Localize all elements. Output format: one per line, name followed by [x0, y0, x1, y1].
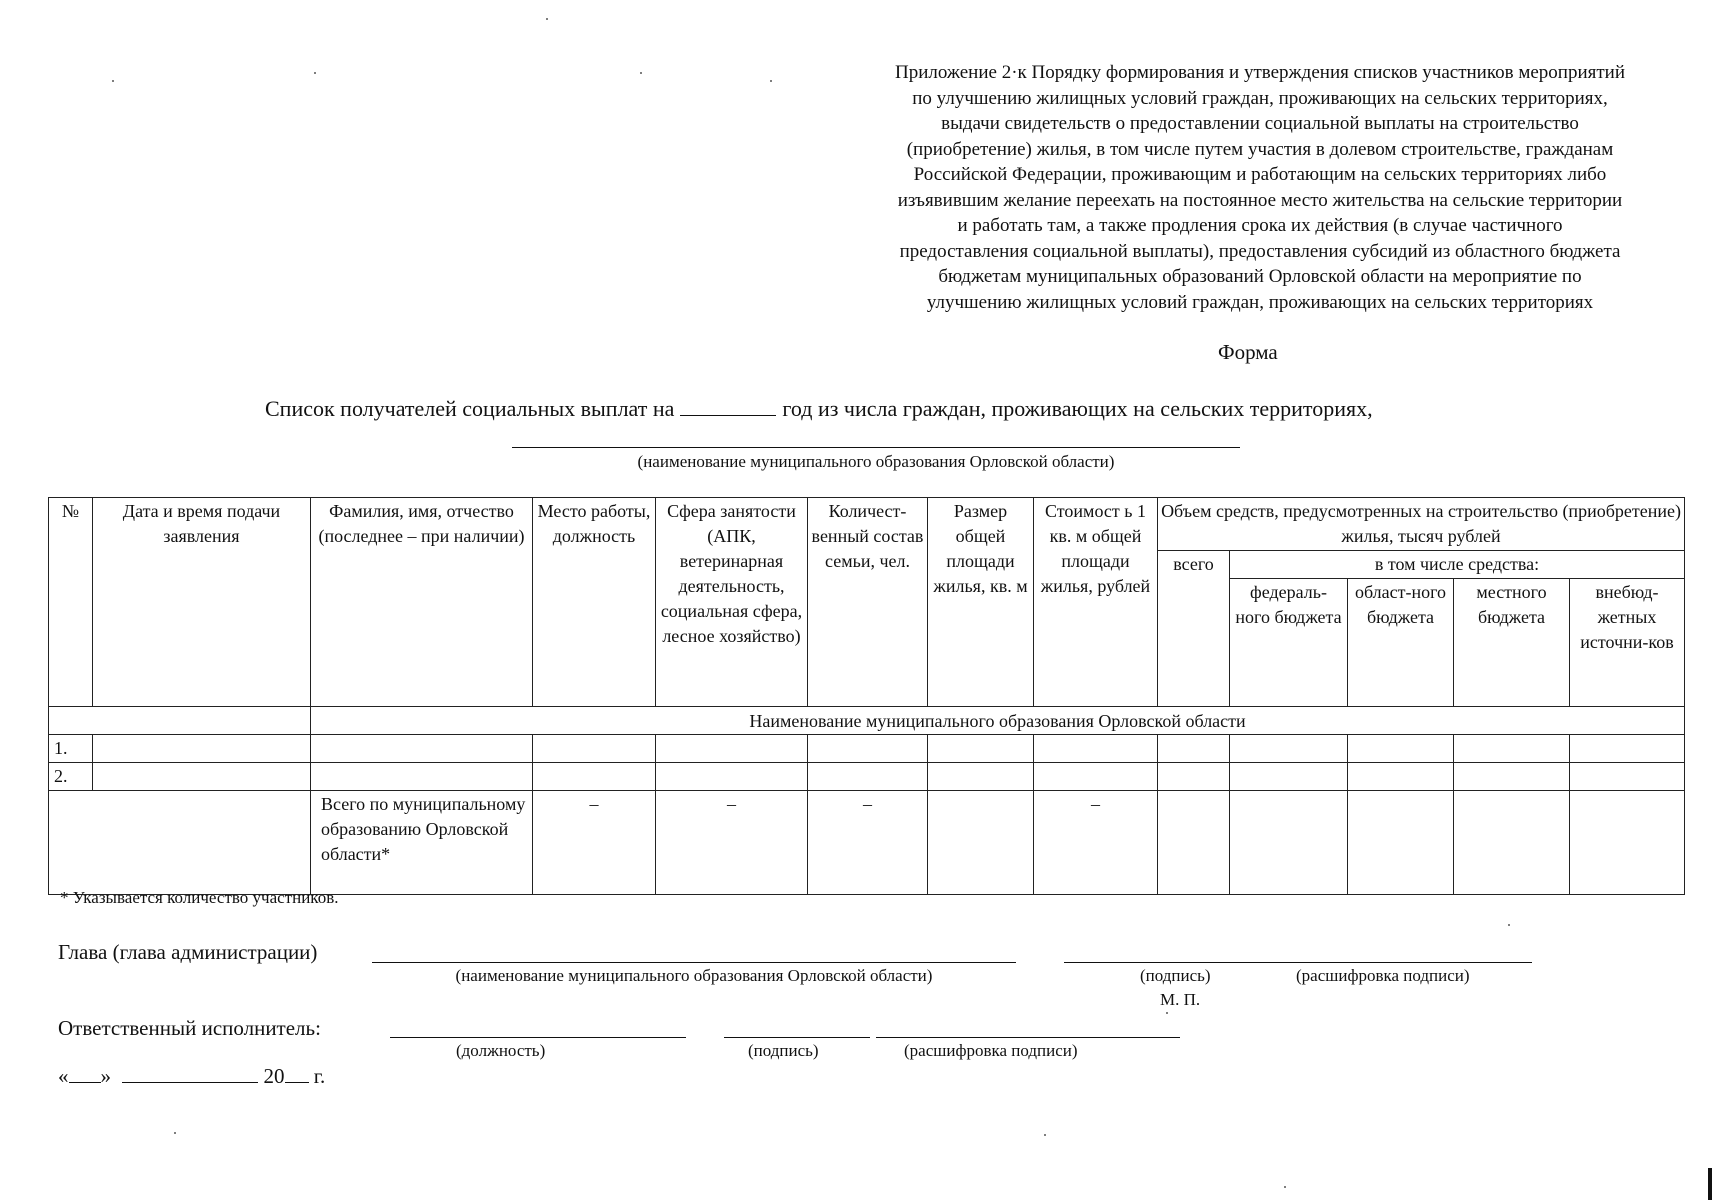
total-label: Всего по муниципальному образованию Орловской области*: [311, 791, 533, 895]
document-title: [265, 396, 1373, 422]
header-extra: внебюд-жетных источни-ков: [1570, 579, 1685, 707]
header-total: всего: [1158, 551, 1230, 707]
recipients-table: [48, 497, 1685, 895]
table-cell[interactable]: [1230, 763, 1348, 791]
total-regional-cell[interactable]: [1348, 791, 1454, 895]
section-title: Наименование муниципального образования Орловской области: [311, 707, 1685, 735]
table-cell[interactable]: [1570, 735, 1685, 763]
head-decoding-caption: (расшифровка подписи): [1296, 966, 1470, 985]
date-year-prefix: 20: [263, 1064, 285, 1088]
table-cell[interactable]: [1348, 763, 1454, 791]
total-empty-cell: [49, 791, 311, 895]
scan-speck: [1284, 1186, 1286, 1188]
table-row: [49, 763, 1685, 791]
appendix-line: предоставления социальной выплаты), предоставления субсидий из областного бюджета: [899, 240, 1621, 262]
executor-decoding-caption: (расшифровка подписи): [904, 1041, 1078, 1060]
head-signature-caption: (подпись): [1140, 966, 1211, 985]
appendix-line: по улучшению жилищных условий граждан, проживающих на сельских территориях,: [912, 87, 1608, 109]
appendix-line: (приобретение) жилья, в том числе путем участия в долевом строительстве, гражданам: [906, 138, 1614, 160]
table-cell[interactable]: [656, 735, 808, 763]
title-before: Список получателей социальных выплат на: [265, 396, 675, 421]
scan-speck: [640, 72, 642, 74]
header-including: в том числе средства:: [1230, 551, 1685, 579]
date-line: [58, 1064, 325, 1089]
table-cell[interactable]: [1034, 735, 1158, 763]
appendix-header: [820, 60, 1700, 315]
head-label: Глава (глава администрации): [58, 940, 318, 964]
appendix-line: Российской Федерации, проживающим и работающим на сельских территориях либо: [913, 164, 1607, 185]
header-area: Размер общей площади жилья, кв. м: [928, 498, 1034, 707]
scan-speck: [112, 80, 114, 82]
appendix-line: и работать там, а также продления срока их действия (в случае частичного: [957, 215, 1563, 236]
scan-speck: [546, 18, 548, 20]
section-row: [49, 707, 1685, 735]
header-federal: федераль-ного бюджета: [1230, 579, 1348, 707]
table-cell[interactable]: [1348, 735, 1454, 763]
year-blank[interactable]: [680, 397, 776, 416]
total-cost-dash: –: [1034, 791, 1158, 895]
header-date: Дата и время подачи заявления: [93, 498, 311, 707]
total-family-dash: –: [808, 791, 928, 895]
total-sphere-dash: –: [656, 791, 808, 895]
scan-speck: [314, 72, 316, 74]
section-empty-cell: [49, 707, 311, 735]
executor-signature-line[interactable]: [724, 1037, 870, 1038]
table-cell[interactable]: [656, 763, 808, 791]
total-extra-cell[interactable]: [1570, 791, 1685, 895]
table-cell[interactable]: [808, 763, 928, 791]
head-signature-line[interactable]: [1064, 962, 1264, 963]
header-funds: Объем средств, предусмотренных на строительство (приобретение) жилья, тысяч рублей: [1158, 498, 1685, 551]
header-local: местного бюджета: [1454, 579, 1570, 707]
total-work-dash: –: [533, 791, 656, 895]
title-after: год из числа граждан, проживающих на сельских территориях,: [782, 396, 1373, 421]
table-cell[interactable]: [533, 735, 656, 763]
scan-speck: [1508, 924, 1510, 926]
table-cell[interactable]: [928, 763, 1034, 791]
year-suffix-blank[interactable]: [285, 1064, 309, 1083]
table-cell[interactable]: [928, 735, 1034, 763]
table-cell[interactable]: [1454, 735, 1570, 763]
executor-decoding-line[interactable]: [876, 1037, 1180, 1038]
total-local-cell[interactable]: [1454, 791, 1570, 895]
table-cell[interactable]: [808, 735, 928, 763]
table-cell[interactable]: [1570, 763, 1685, 791]
total-federal-cell[interactable]: [1230, 791, 1348, 895]
header-cost: Стоимост ь 1 кв. м общей площади жилья, рублей: [1034, 498, 1158, 707]
table-cell[interactable]: [1158, 735, 1230, 763]
day-blank[interactable]: [69, 1064, 101, 1083]
row-number: 2.: [49, 763, 93, 791]
appendix-line: изъявившим желание переехать на постоянное место жительства на сельские территории: [897, 189, 1623, 211]
total-area-cell[interactable]: [928, 791, 1034, 895]
head-decoding-line[interactable]: [1264, 962, 1532, 963]
date-quote-close: »: [100, 1064, 111, 1088]
scan-speck: [1166, 1012, 1168, 1014]
table-cell[interactable]: [1454, 763, 1570, 791]
appendix-line: выдачи свидетельств о предоставлении социальной выплаты на строительство: [941, 113, 1579, 134]
municipality-blank-line[interactable]: [512, 447, 1240, 448]
stamp-mark: М. П.: [1160, 990, 1201, 1009]
executor-position-line[interactable]: [390, 1037, 686, 1038]
table-cell[interactable]: [1158, 763, 1230, 791]
executor-label: Ответственный исполнитель:: [58, 1016, 321, 1040]
table-cell[interactable]: [1034, 763, 1158, 791]
appendix-line: бюджетам муниципальных образований Орловской области на мероприятие по: [938, 266, 1582, 287]
scan-speck: [174, 1132, 176, 1134]
table-cell[interactable]: [533, 763, 656, 791]
header-regional: област-ного бюджета: [1348, 579, 1454, 707]
head-municipality-line[interactable]: [372, 962, 1016, 963]
header-row-1: [49, 498, 1685, 551]
table-cell[interactable]: [1230, 735, 1348, 763]
header-name: Фамилия, имя, отчество (последнее – при наличии): [311, 498, 533, 707]
executor-position-caption: (должность): [456, 1041, 546, 1060]
table-cell[interactable]: [311, 763, 533, 791]
form-label: Форма: [1218, 340, 1278, 364]
executor-signature-caption: (подпись): [748, 1041, 819, 1060]
table-cell[interactable]: [93, 735, 311, 763]
date-year-suffix: г.: [313, 1064, 326, 1088]
appendix-line: улучшению жилищных условий граждан, проживающих на сельских территориях: [926, 291, 1594, 313]
month-blank[interactable]: [122, 1064, 258, 1083]
row-number: 1.: [49, 735, 93, 763]
header-sphere: Сфера занятости (АПК, ветеринарная деятельность, социальная сфера, лесное хозяйство): [656, 498, 808, 707]
header-work: Место работы, должность: [533, 498, 656, 707]
table-cell[interactable]: [311, 735, 533, 763]
scan-edge-mark: [1708, 1168, 1712, 1200]
municipality-caption: (наименование муниципального образования Орловской области): [637, 452, 1115, 471]
table-cell[interactable]: [93, 763, 311, 791]
header-family: Количест-венный состав семьи, чел.: [808, 498, 928, 707]
appendix-line: Приложение 2·к Порядку формирования и утверждения списков участников мероприятий: [894, 62, 1626, 83]
scan-speck: [770, 80, 772, 82]
date-quote-open: «: [58, 1064, 69, 1088]
total-sum-cell[interactable]: [1158, 791, 1230, 895]
head-municipality-caption: (наименование муниципального образования Орловской области): [455, 966, 933, 985]
header-num: №: [49, 498, 93, 707]
total-row: [49, 791, 1685, 895]
scan-speck: [1044, 1134, 1046, 1136]
footnote: * Указывается количество участников.: [60, 888, 339, 907]
table-row: [49, 735, 1685, 763]
